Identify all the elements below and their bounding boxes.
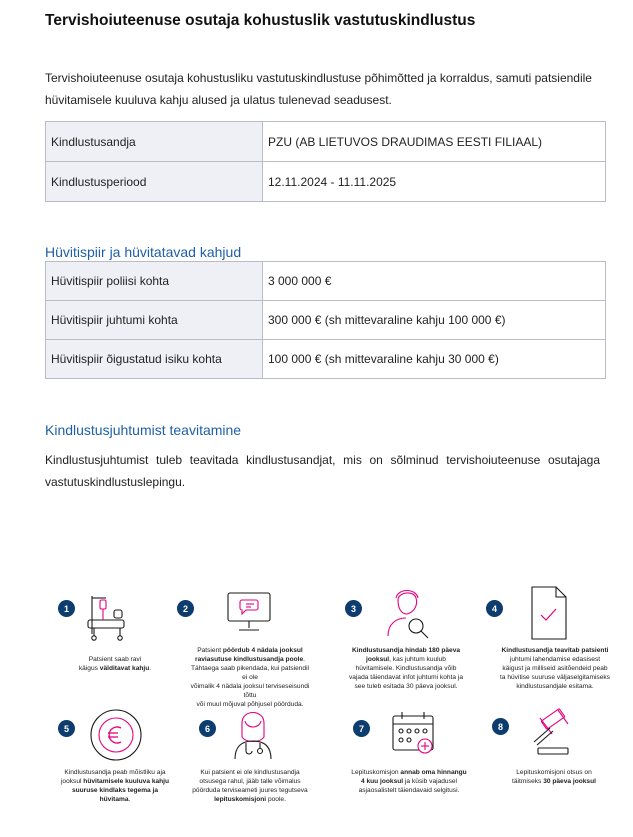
caption-bold: hüvitamisele kuuluva kahju	[83, 778, 170, 785]
table-row	[46, 262, 606, 301]
gavel-icon	[526, 708, 578, 758]
caption-text: poole.	[266, 796, 286, 803]
caption-line	[340, 646, 472, 655]
caption-text: .	[149, 665, 152, 672]
caption-text: vajada täiendavat infot juhtumi kohta ja	[349, 674, 463, 681]
caption-bold: 4 kuu jooksul	[360, 778, 404, 785]
caption-text: see tuleb esitada 30 päeva jooksul.	[354, 683, 458, 690]
caption-text: Lepituskomisjoni otsus on	[516, 769, 592, 776]
caption-bold: suuruse kindlaks tegema ja	[71, 787, 159, 794]
caption-text: .	[303, 656, 305, 663]
step-number: 6	[199, 720, 216, 737]
caption-text: Patsient saab ravi	[88, 656, 142, 663]
caption-line	[340, 673, 472, 682]
caption-line	[188, 646, 312, 655]
caption-bold: raviasutuse kindlustusandja poole	[195, 656, 304, 663]
caption-bold: lepituskomisjoni	[214, 796, 267, 803]
period-value: 12.11.2024 - 11.11.2025	[263, 162, 606, 202]
caption-line	[344, 786, 474, 795]
caption-line	[186, 777, 314, 786]
caption-bold: annab oma hinnangu	[400, 769, 467, 776]
caption-line	[55, 655, 175, 664]
caption-line	[55, 768, 175, 777]
period-label: Kindlustusperiood	[46, 162, 263, 202]
step-caption	[344, 768, 474, 795]
caption-text: Lepituskomisjon	[351, 769, 401, 776]
limit-label: Hüvitispiir poliisi kohta	[46, 262, 263, 301]
caption-line	[55, 777, 175, 786]
caption-bold: hüvitama	[99, 796, 129, 803]
page-title: Tervishoiuteenuse osutaja kohustuslik vastutuskindlustus	[45, 12, 476, 29]
step-caption	[188, 646, 312, 709]
insurer-value: PZU (AB LIETUVOS DRAUDIMAS EESTI FILIAAL)	[263, 122, 606, 162]
caption-text: Kindlustusandja peab mõistliku aja	[64, 769, 166, 776]
calendar-add-icon	[390, 710, 438, 758]
limit-value: 3 000 000 €	[263, 262, 606, 301]
caption-line	[340, 682, 472, 691]
notification-text: Kindlustusjuhtumist tuleb teavitada kindlustusandjat, mis on sõlminud tervishoiuteenuse osutajaga vastutuskindlustuslepingu.	[45, 453, 600, 489]
caption-line	[490, 673, 620, 682]
caption-line	[186, 768, 314, 777]
caption-line	[344, 768, 474, 777]
caption-text: .	[128, 796, 131, 803]
step-caption	[55, 655, 175, 673]
caption-text: hüvitamisele. Kindlustusandja võib	[355, 665, 457, 672]
caption-line	[186, 786, 314, 795]
caption-line	[55, 795, 175, 804]
table-row	[46, 122, 606, 162]
euro-coin-icon	[88, 707, 144, 763]
caption-text: , kas juhtum kuulub	[389, 656, 446, 663]
caption-line	[186, 795, 314, 804]
limits-table	[45, 261, 606, 379]
caption-line	[492, 768, 616, 777]
table-row	[46, 340, 606, 379]
caption-line	[490, 646, 620, 655]
step-caption	[55, 768, 175, 804]
caption-text: või muul mõjuval põhjusel pöörduda.	[196, 701, 304, 708]
doctor-icon	[232, 705, 274, 761]
step-number: 2	[177, 600, 194, 617]
caption-text: pöörduda terviseameti juures tegutseva	[192, 787, 308, 794]
caption-bold: välditavat kahju	[99, 665, 150, 672]
caption-text: otsusega rahul, jääb talle võimalus	[199, 778, 301, 785]
caption-text: asjaosalistelt täiendavaid selgitusi.	[358, 787, 460, 794]
caption-text: käigus	[78, 665, 100, 672]
step-number: 8	[492, 718, 509, 735]
caption-line	[340, 655, 472, 664]
caption-text: Patsient	[197, 647, 223, 654]
intro-text: Tervishoiuteenuse osutaja kohustusliku vastutuskindlustuse põhimõtted ja korraldus, samuti patsiendile hüvitamisele kuuluva kahju alused ja ulatus tulenevad seadusest.	[45, 71, 592, 107]
step-caption	[186, 768, 314, 804]
caption-text: käigust ja milliseid asitõendeid peab	[502, 665, 608, 672]
caption-line	[188, 682, 312, 700]
limit-label: Hüvitispiir juhtumi kohta	[46, 301, 263, 340]
monitor-chat-icon	[225, 590, 273, 634]
caption-bold: Kindlustusandja teavitab patsienti	[501, 647, 609, 654]
step-number: 1	[58, 600, 75, 617]
caption-line	[490, 655, 620, 664]
caption-text: ta hüvitise suuruse väljaselgitamiseks	[500, 674, 610, 681]
insurer-label: Kindlustusandja	[46, 122, 263, 162]
person-search-icon	[382, 586, 434, 642]
caption-line	[55, 786, 175, 795]
hospital-bed-icon	[84, 590, 130, 642]
document-check-icon	[528, 585, 570, 641]
caption-text: ja küsib vajadusel	[403, 778, 458, 785]
table-row	[46, 162, 606, 202]
caption-line	[490, 682, 620, 691]
caption-line	[55, 664, 175, 673]
caption-line	[188, 655, 312, 664]
caption-bold: pöördub 4 nädala jooksul	[222, 647, 303, 654]
caption-bold: 30 päeva jooksul	[543, 778, 596, 785]
caption-line	[344, 777, 474, 786]
step-number: 3	[345, 600, 362, 617]
caption-line	[188, 664, 312, 682]
step-caption	[340, 646, 472, 691]
caption-text: Kui patsient ei ole kindlustusandja	[200, 769, 300, 776]
limit-value: 100 000 € (sh mittevaraline kahju 30 000 €)	[263, 340, 606, 379]
step-number: 7	[353, 720, 370, 737]
caption-line	[492, 777, 616, 786]
limits-heading: Hüvitispiir ja hüvitatavad kahjud	[45, 244, 242, 260]
insurance-table	[45, 121, 606, 202]
caption-text: jooksul	[60, 778, 84, 785]
step-number: 4	[486, 600, 503, 617]
caption-text: Tähtaega saab pikendada, kui patsiendil ei ole	[190, 665, 310, 681]
caption-text: juhtumi lahendamise edasisest	[509, 656, 601, 663]
caption-line	[490, 664, 620, 673]
caption-text: kindlustusandjale esitama.	[516, 683, 594, 690]
notification-heading: Kindlustusjuhtumist teavitamine	[45, 422, 242, 438]
limit-label: Hüvitispiir õigustatud isiku kohta	[46, 340, 263, 379]
caption-text: võimalik 4 nädala jooksul terviseseisundi tõttu	[190, 683, 310, 699]
step-caption	[490, 646, 620, 691]
table-row	[46, 301, 606, 340]
step-caption	[492, 768, 616, 786]
limit-value: 300 000 € (sh mittevaraline kahju 100 000 €)	[263, 301, 606, 340]
caption-line	[340, 664, 472, 673]
step-number: 5	[58, 720, 75, 737]
caption-bold: jooksul	[366, 656, 390, 663]
caption-text: täitmiseks	[512, 778, 544, 785]
caption-bold: Kindlustusandja hindab 180 päeva	[351, 647, 461, 654]
